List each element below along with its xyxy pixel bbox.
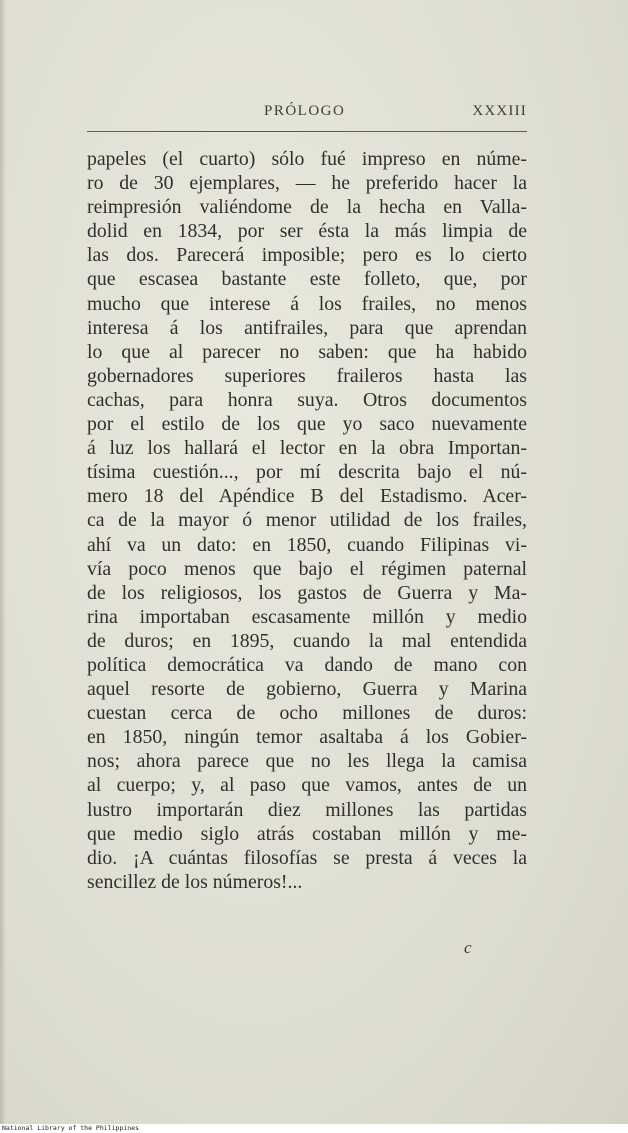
text-line: lo que al parecer no saben: que ha habido xyxy=(87,340,527,363)
text-line: nos; ahora parece que no les llega la camisa xyxy=(87,750,527,773)
text-line: dolid en 1834, por ser ésta la más limpia de xyxy=(87,220,527,243)
text-line: vía poco menos que bajo el régimen paternal xyxy=(87,557,527,580)
page-gutter-shadow xyxy=(0,0,6,1124)
body-text xyxy=(87,147,527,894)
footer-credit: National Library of the Philippines xyxy=(2,1124,139,1132)
text-line: aquel resorte de gobierno, Guerra y Marina xyxy=(87,678,527,701)
header-rule xyxy=(87,131,527,132)
page-number: XXXIII xyxy=(472,103,527,119)
text-line: en 1850, ningún temor asaltaba á los Gobier- xyxy=(87,726,527,749)
text-line: dio. ¡A cuántas filosofías se presta á veces la xyxy=(87,846,527,869)
signature-mark: c xyxy=(464,938,472,957)
text-line: interesa á los antifrailes, para que aprendan xyxy=(87,316,527,339)
text-line: ahí va un dato: en 1850, cuando Filipinas vi- xyxy=(87,533,527,556)
text-line: á luz los hallará el lector en la obra Importan- xyxy=(87,437,527,460)
text-line: rina importaban escasamente millón y medio xyxy=(87,605,527,628)
text-line: que escasea bastante este folleto, que, por xyxy=(87,268,527,291)
text-line: cachas, para honra suya. Otros documentos xyxy=(87,388,527,411)
text-line: tísima cuestión..., por mí descrita bajo el nú- xyxy=(87,461,527,484)
text-line: lustro importarán diez millones las partidas xyxy=(87,798,527,821)
text-line: por el estilo de los que yo saco nuevamente xyxy=(87,413,527,436)
text-line: las dos. Parecerá imposible; pero es lo cierto xyxy=(87,244,527,267)
page-header xyxy=(87,103,527,125)
text-line: ca de la mayor ó menor utilidad de los frailes, xyxy=(87,509,527,532)
text-line: mero 18 del Apéndice B del Estadismo. Acer- xyxy=(87,485,527,508)
text-line: que medio siglo atrás costaban millón y me- xyxy=(87,822,527,845)
text-line: reimpresión valiéndome de la hecha en Valla- xyxy=(87,196,527,219)
running-head: PRÓLOGO xyxy=(264,103,346,119)
text-line: política democrática va dando de mano con xyxy=(87,653,527,676)
text-line: de los religiosos, los gastos de Guerra y Ma- xyxy=(87,581,527,604)
text-line: mucho que interese á los frailes, no menos xyxy=(87,292,527,315)
text-line: sencillez de los números!... xyxy=(87,870,303,893)
text-line: cuestan cerca de ocho millones de duros: xyxy=(87,702,527,725)
text-line: gobernadores superiores fraileros hasta las xyxy=(87,364,527,387)
text-line: papeles (el cuarto) sólo fué impreso en núme- xyxy=(87,148,527,170)
text-line: ro de 30 ejemplares, — he preferido hacer la xyxy=(87,172,527,195)
text-line: de duros; en 1895, cuando la mal entendida xyxy=(87,629,527,652)
text-line: al cuerpo; y, al paso que vamos, antes de un xyxy=(87,774,527,797)
